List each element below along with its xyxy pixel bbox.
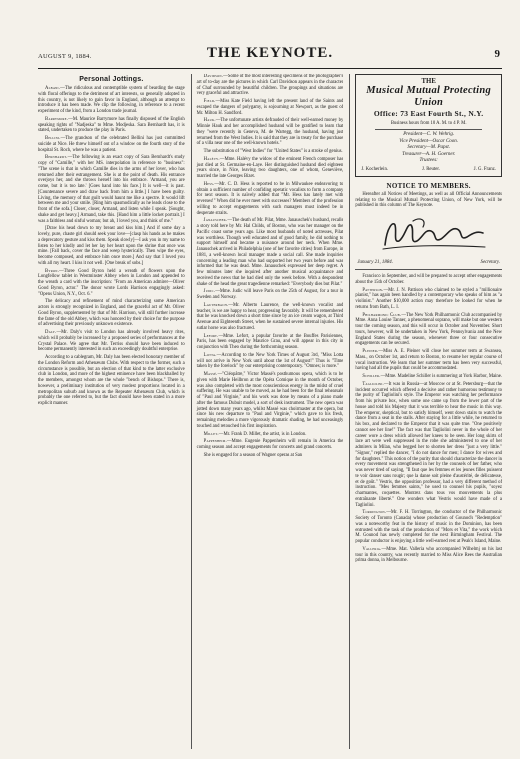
paragraph-text: —Mme. Madeline Schiller is summering at York Harbor, Maine. [380, 374, 503, 380]
business-hours: Business hours from 10 A. M. to 4 P. M. [390, 121, 467, 126]
page-number: 9 [494, 48, 500, 60]
paragraph-lead: Pappenheim. [203, 439, 227, 445]
paragraph-text: The substitution of "West Indies" for "United States" is a stroke of genius. [203, 149, 343, 154]
paragraph-lead: Daly. [45, 330, 57, 335]
paragraph-lead: Hauk. [203, 118, 216, 124]
paragraph-text: —Miss Kate Field having left the present land of the Saints and escaped the dangers of polygamy, is sojourning at Newport, as the guest of Mr. Milton H. Sandford. [196, 99, 344, 116]
paragraph-text: —Mme. Judic will leave Paris on the 25th of August, for a tour in Sweden and Norway. [196, 289, 344, 300]
paragraph-text: —The death of Mr. Pilat, Mme. Janauschek's husband, recalls a story told here by Mr. Hal Childs, of Boston, who was her manager on the Pacific coast some years ago. Like most husbands of noted actresses, Pilat was worthless. Though well educated and of good family, he did nothing to support himself and became a nuisance around her neck. When Mme. Janauschek arrived in Philadelphia (one of her favorite cities) from Europe, in 1881, a well-known local manager made a social call. She made inquiries concerning a leading man who had supported her two years before and was informed that he was dead. Mme. Janauschek expressed her deep regret. A few minutes later she inquired after another musical acquaintance and received the news that he had died only the week before. With a despondent shake of the head the great tragedienne remarked: "Everybody dies but Pilat." [196, 218, 344, 287]
paragraph-lead: Davidson. [203, 74, 224, 79]
president: President—C. W. Wehrig. [403, 132, 455, 137]
box-divider [375, 129, 482, 130]
secretary-signature [379, 215, 489, 253]
paragraph-text: Francisco in September, and will be prepared to accept other engagements about the 15th of October. [355, 274, 503, 285]
paragraph-lead: Patterson. [362, 287, 384, 293]
union-notice-box [355, 74, 502, 177]
article-paragraph [197, 182, 344, 217]
article-paragraph [197, 74, 344, 97]
paragraph-lead: Valleria. [362, 546, 382, 552]
article-paragraph [38, 86, 185, 115]
paragraph-text: —Mme. Eugenie Pappenheim will remain in America the coming season and accept engagements for concerts and grand concerts. [196, 439, 344, 450]
union-title-the: THE [421, 78, 436, 85]
notice-role: Secretary. [480, 260, 501, 266]
paragraph-lead: Field. [203, 99, 216, 104]
paragraph-lead: Lefort. [203, 333, 219, 339]
paragraph-lead: Barrymore. [45, 116, 69, 122]
notice-dateline [355, 260, 502, 265]
paragraph-text: —The following is an exact copy of Sara Bernhardt's study copy of "Camille," with her MS. interpolation in reference to "business": "The scene is that in which Camille dies in the arms of her lover, who has returned after their estrangement. She is at the point of death. His entrance overjoys her, and she throws herself into his embrace. 'Armand, you are come, but it is too late.' [Goes hand into his face.] It is well—it is past. [Countenance severe and draw back from him a little.] I have been guilty. Living, the memory of that guilt would haunt me like a spectre. It would lift between me and your smile. [Ring him spasmodically as he leads close to the front of the sofa.] Closer, closer, Armand, and listen while I speak. [Sought, shake and get heavy.] Armand, take this. [Hand him a little locket portrait.] I was a faithless and sinful woman; but ah, I loved you, and think of me." [38, 155, 185, 224]
paragraph-text: —Some of the most interesting specimens of the photographer's art of to-day are the pictures in which Carl Davidson appears in the character of Chaf surrounded by beautiful children. The groupings and situations are very graceful and attractive. [196, 74, 344, 97]
masthead-rule [38, 68, 502, 69]
article-paragraph [38, 299, 185, 328]
masthead [38, 44, 502, 66]
vice-president: Vice President—Oscar Coon. [399, 138, 459, 144]
article-paragraph [38, 226, 185, 266]
paragraph-text: —The New York Philharmonic Club accompanied by Mme. Anna Louise Tanner, a phenomenal soprano, will make but one western tour the coming season, and this will occur in October and November. Short tours, however, will be undertaken in New York, Pennsylvania and the New England States during the season, whenever three or four consecutive engagements can be secured. [355, 312, 503, 347]
trustee: J. G. Franz. [473, 166, 496, 172]
paragraph-text: —Mr. F. H. Torrington, the conductor of the Philharmonic Society of Toronto (Canada) whose production of Gounod's "Redemption" was a noteworthy feat in the history of music in the Dominion, has been entrusted with the task of the production of "Mors et Vita," the work which M. Gounod has newly completed for the next Birmingham Festival. The popular conductor is enjoying a little well-earned rest at Peak's Island, Maine. [355, 510, 503, 545]
article-paragraph [355, 510, 502, 545]
paragraph-text: —Mme. Mat. Valleria who accompanied Wilhelmj on his last tour in this country, was recently married to Miss Alice Rees the Australian prima donna, in Melbourne. [355, 546, 503, 564]
paragraph-lead: Albani. [45, 86, 61, 91]
treasurer: Treasurer—A. H. Goerner. [402, 151, 456, 157]
column-2 [191, 74, 344, 749]
paragraph-lead: Byron. [45, 268, 59, 274]
paragraph-text: —The ridiculous and contemptible system of bearding the stage with floral offerings to the detriment of art interests, so generally adopted in this country, is not likely to gain favor in England, although an attempt to introduce it has been made. We clip the following, in reference to a recent experiment of the kind, from a London trade journal. [38, 86, 185, 114]
article-paragraph [355, 547, 502, 564]
paragraph-lead: Massé. [203, 372, 218, 377]
article-paragraph [197, 439, 344, 451]
paragraph-text: —Mr. C. D. Hess is reported to be in Milwaukee endeavoring to obtain a sufficient number of confiding operatic vocalists to form a company for next season. It is naïvely added that "Mr. Hess has lately met with reverses!" When did he ever meet with successes? Members of the profession willing to accept engagements with such managers must indeed be in desperate straits. [196, 181, 344, 216]
paragraph-text: —Mr. Alberto Laurence, the well-known vocalist and teacher, is we are happy to hear, progressing favorably. It will be remembered that he was knocked down a short time since by an ice cream wagon, at Third Avenue and Eighteenth Street, when he sustained severe internal injuries. His sutlar horse was also fractured. [196, 302, 344, 331]
union-title: Musical Mutual Protecting Union [366, 85, 492, 108]
notice-text: Hereafter all Notices of Meetings, as well as all Official Announcements relating to the Musical Mutual Protecting Union, of New York, will be published in this column of The Keynote. [355, 191, 503, 209]
trustees-label: Trustees: [419, 158, 438, 164]
article-paragraph [38, 330, 185, 353]
paragraph-text: —Mr. Frank D. Millet, the artist, is in London. [218, 431, 307, 437]
article-paragraph [197, 157, 344, 180]
paragraph-lead: Torrington. [362, 510, 387, 516]
paragraph-lead: Tagliolini. [362, 381, 384, 387]
paragraph-text: —Mr. Daly's visit to London has already involved heavy rites, which will probably be increased by a proposed series of performances at the Crystal Palace. We agree that Mr. Terriss should have been induced to become permanently interested in such an exceedingly doubtful enterprise. [38, 330, 185, 353]
paragraph-text: —The grandson of the celebrated Bellini has just committed suicide at Nice. He threw himself out of a window on the fourth story of the hospital St. Roch, where he was a patient. [38, 136, 185, 153]
paragraph-lead: Hess. [203, 181, 215, 187]
paragraph-lead: Philharmonic Club. [362, 312, 402, 318]
paragraph-lead: Bellini. [45, 136, 61, 141]
section-heading: Personal Jottings. [79, 76, 144, 83]
paragraph-text: —M. Maurice Barrymore has finally disposed of the English speaking rights of "Nadjeska" to Mme. Modjeska. Sara Bernhardt has, it is stated, undertaken to produce the play in Paris. [38, 116, 185, 134]
paragraph-lead: Lotta. [203, 352, 217, 358]
paragraph-lead: Judic. [203, 289, 216, 295]
paragraph-lead: Halévy. [203, 156, 220, 162]
article-paragraph [355, 349, 502, 372]
column-3 [349, 74, 502, 749]
paragraph-text: —Miss A. E. Pleiner will close her summer term at Swansea, Mass., on October 1st, and return to Boston, to resume her regular course of vocal instruction. We learn that her summer term has been very successful, having had all the pupils that could be accommodated. [355, 349, 503, 372]
paragraph-lead: Pleiner. [362, 349, 379, 355]
article-paragraph [197, 453, 344, 459]
paragraph-text: —Mr. J. N. Pattison who claimed to be styled a "millionaire pianist," has again been handled by a contemporary who speaks of him as "a violinist." Another $10,000 action may therefore be looked for when he returns from Bath, L. I. [355, 287, 503, 310]
article-paragraph [197, 149, 344, 155]
article-paragraph [38, 117, 185, 134]
notice-divider [355, 269, 502, 270]
paragraph-text: —According to the New York Times of August 3rd, "Miss Lotta will not arrive in New York until about the 1st of August!" Thus is "Time taken by the forelock" by our enterprising contemporary. "Omnes; is more." [196, 352, 344, 370]
article-paragraph [355, 382, 502, 509]
article-paragraph [38, 355, 185, 407]
paragraph-text: [Draw his head down to my breast and kiss him.] And if some day a lovely, pure, chaste girl should seek your love—[clasp his hands as he makes a deprecatory gesture and kiss them. Speak slowly]—I ask you in my name to listen to her kindly and let her lay her heart upon the shrine that once was mine. [Fall back, cover the face and weep hysterically. Then wipe the eyes, become composed, and embrace him once more.] And say that I loved you with all my heart. I kiss it not well. [One break of sobs.] [38, 226, 185, 266]
paragraph-lead: Janauschek. [203, 218, 228, 224]
union-address: Office: 73 East Fourth St., N.Y. [373, 109, 484, 118]
article-paragraph [38, 136, 185, 153]
column-1 [38, 74, 185, 749]
trustees-list [359, 167, 498, 172]
paragraph-lead: Millet. [203, 431, 219, 437]
article-paragraph [197, 372, 344, 430]
article-paragraph [197, 289, 344, 301]
article-paragraph [38, 269, 185, 298]
paragraph-text: —It was in Russia—at Moscow or at St. Petersburg—that the incident occurred which offered a decisive and rather humorous testimony to the purity of Tagliolini's style. The Emperor was watching her performance from his private box, when some one came up from the lower part of the house and told his Majesty that it was terrible to hear the music in this way. The emperor, skeptical, but to satisfy himself, went down stairs to watch the dance from a seat in the stalls. After staying for a little while, he returned to his box, and declared to the Emperor that it was quite true. "One positively cannot see her line!" The fact was that Tagliolini never in the whole of her career wore a dress which allowed her knees to be seen. Her long skirts of lace art were well suppressed in the robe she administered to one of her admirers in Milan, who begged her to shorten her dress "just a very little." "Signor," replied the dancer, "I do not dance for men; I dance for wives and for daughters." This notion of the purity that should characterize the dancer in every movement was strengthened in her by the counsels of her father, who was never tired of saying, "Il faut que les femmes et les jeunes filles puissent te voir danser sans rougir; que la danse soit pleine d'austérité, de délicatesse, et de goût." Vestris, the opposition professor, had a very different method of instruction. "Mes femmes saints," he used to counsel his pupils, "soyez charmantes, coquettes. Montrez dans tous vos mouvements la plus entraînante liberté." One wonders what Vestris would have made of a Tagliolini. [355, 381, 503, 508]
notice-title: NOTICE TO MEMBERS. [386, 181, 471, 190]
issue-date: AUGUST 9, 1884. [38, 53, 92, 60]
paragraph-text: —The unfortunate artists defrauded of their well-earned money by Minnie Hauk and her accomplished husband will be gratified to learn that they "were recently in Geneva, M. de Wartegg, the husband, having just returned from the West Indies. It is said that they are in treaty for the purchase of a villa near one of the well-known hotels." [196, 118, 344, 147]
article-paragraph [197, 303, 344, 332]
paragraph-text: —Three Good Byron held a wreath of flowers upon the Longfellow tablet in Westminster Abbey when in London and appended to the wreath a card with the inscription: "From an American admirer—Oliver Good Byron, actor." The donor wrote Lords Harrison engagingly asked: "Opens Union, N.Y., Oct. 6." [38, 268, 185, 297]
paragraph-lead: Lauterbach. [203, 302, 229, 308]
trustee: J. Reuter. [421, 166, 440, 172]
article-paragraph [197, 353, 344, 370]
paragraph-text: According to a cablegram, Mr. Daly has been elected honorary member of the London Reform and Athenæum Clubs. With respect to the former, such a circumstance is possible, but an election of that kind to the latter exclusive club in London, and more of the highest eminence have been blackballed by the members, amongst whom are the whole "bench of Bishops." There is, however, a preliminary institution of very modest proportions located in a metropolitan suburb and known as the Repeater Athenæum Club, which is probably the one referred to, but the fact should have been stated in a more explicit manner. [38, 355, 185, 406]
paragraph-text: —Mme. Halévy the widow of the eminent French composer has just died at St. Germaine-en-Laye. Her distinguished husband died eighteen years since, in Nice, leaving two daughters, one of whom, Geneviève, married the late Georges Bizet. [196, 156, 344, 179]
paragraph-text: She is engaged for a season of Wagner operas at San [203, 452, 303, 458]
article-paragraph [197, 99, 344, 116]
article-paragraph [38, 155, 185, 224]
paragraph-lead: Bernhardt. [45, 155, 68, 161]
paragraph-lead: Schiller. [362, 374, 381, 380]
paragraph-text: The delicacy and refinement of mind characterizing some American actors is strongly recognized in England, and the graceful act of Mr. Oliver Good Byron, supplemented by that of Mr. Harrison, will still further increase the fame of the old Abbey, which was honored by their choice for the purpose of advertising their previously unknown existence. [38, 299, 185, 328]
article-paragraph [355, 274, 502, 286]
article-paragraph [197, 118, 344, 147]
article-paragraph [197, 432, 344, 438]
article-columns [38, 74, 502, 749]
newspaper-title: THE KEYNOTE. [206, 45, 334, 61]
article-paragraph [197, 334, 344, 351]
paragraph-text: —"Cléopâtre," Victor Massé's posthumous opera, which is to be given with Marie Heilbron at the Opéra Comique in the month of October, was also completed with the most conscientious energy in the midst of cruel suffering. He was unable to be moved, as he had been for the final rehearsals of "Paul and Virginie," and his work was done by means of a piano made after the famous Dubuit model, a sort of desk instrument. The new opera was jotted down many years ago, whilst Massé was choirmaster at the opera, but since his new departure to "Paul and Virginie," which gave to his fresh, remaining melodies a more vigorously dramatic shading, he had unceasingly touched and retouched his first inspiration. [196, 372, 344, 429]
secretary: Secretary—M. Papst. [407, 145, 451, 151]
article-paragraph [355, 374, 502, 380]
article-paragraph [355, 313, 502, 348]
article-paragraph [197, 218, 344, 287]
notice-date: January 21, 1884. [357, 260, 393, 266]
trustee: J. Kocherlein. [361, 166, 389, 172]
paragraph-text: —Mme. Lefort, a popular favorite at the Bouffes Parisiennes, Paris, has been engaged by Maurice Grau, and will appear in this city in conjunction with Theo during the forthcoming season. [196, 333, 344, 350]
article-paragraph [355, 288, 502, 311]
